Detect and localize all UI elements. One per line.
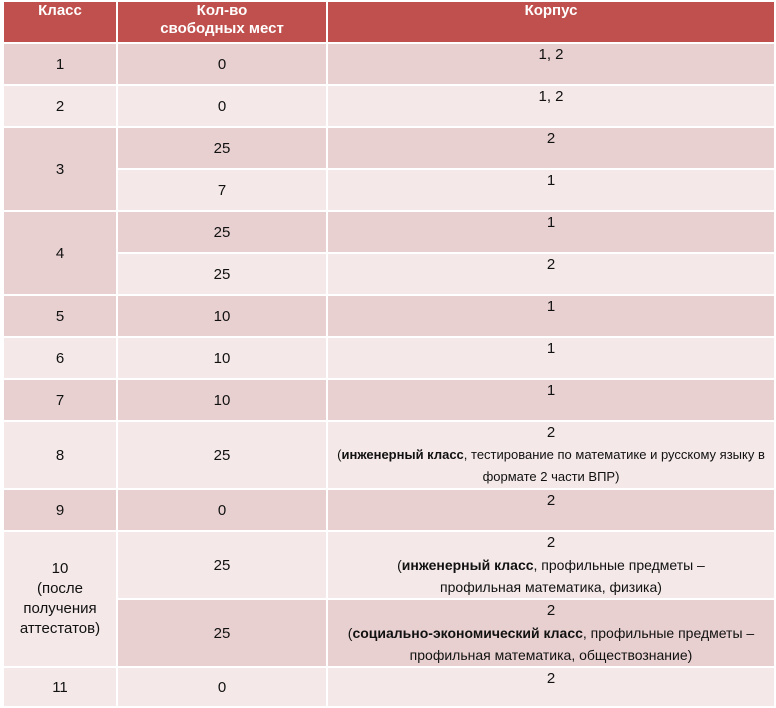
- class-note: (инженерный класс, тестирование по математике и русскому языку в формате 2 части ВПР): [337, 447, 765, 484]
- building-cell: [327, 599, 775, 667]
- grade-cell: 8: [3, 421, 117, 489]
- seats-cell: 25: [117, 253, 327, 295]
- seats-cell: 25: [117, 599, 327, 667]
- header-row: [3, 1, 775, 43]
- table-row: [3, 295, 775, 337]
- building-cell: 2: [327, 489, 775, 531]
- header-seats: Кол-во свободных мест: [117, 1, 327, 43]
- grade-cell: 1: [3, 43, 117, 85]
- building-cell: 1: [327, 337, 775, 379]
- table-row: [3, 43, 775, 85]
- building-cell: 1: [327, 379, 775, 421]
- table-row: [3, 85, 775, 127]
- grade-cell: 10 (после получения аттестатов): [3, 531, 117, 667]
- header-grade: Класс: [3, 1, 117, 43]
- grade-cell: 9: [3, 489, 117, 531]
- seats-cell: 0: [117, 667, 327, 707]
- building-cell: 2: [327, 127, 775, 169]
- building-cell: 2: [327, 667, 775, 707]
- grade-cell: 11: [3, 667, 117, 707]
- grade-cell: 7: [3, 379, 117, 421]
- class-note: (социально-экономический класс, профильные предметы – профильная математика, обществознание): [347, 625, 755, 663]
- building-cell: 2: [327, 253, 775, 295]
- building-cell: 1, 2: [327, 85, 775, 127]
- grade-cell: 3: [3, 127, 117, 211]
- table-row: [3, 531, 775, 599]
- table-row: [3, 211, 775, 253]
- grade-cell: 2: [3, 85, 117, 127]
- table-row: [3, 337, 775, 379]
- building-value: 2: [546, 534, 556, 551]
- table-row: [3, 599, 775, 667]
- seats-cell: 0: [117, 85, 327, 127]
- building-cell: [327, 531, 775, 599]
- free-seats-table: [2, 0, 776, 708]
- building-cell: 1: [327, 169, 775, 211]
- table-row: [3, 379, 775, 421]
- grade-cell: 4: [3, 211, 117, 295]
- table-row: [3, 253, 775, 295]
- seats-cell: 10: [117, 295, 327, 337]
- table-row: [3, 169, 775, 211]
- building-cell: 1, 2: [327, 43, 775, 85]
- seats-cell: 25: [117, 531, 327, 599]
- header-building: Корпус: [327, 1, 775, 43]
- class-note: (инженерный класс, профильные предметы – профильная математика, физика): [397, 557, 705, 595]
- seats-cell: 25: [117, 421, 327, 489]
- seats-cell: 0: [117, 43, 327, 85]
- building-cell: [327, 421, 775, 489]
- table-row: [3, 489, 775, 531]
- grade-cell: 5: [3, 295, 117, 337]
- building-value: 2: [546, 424, 556, 441]
- seats-cell: 25: [117, 127, 327, 169]
- building-cell: 1: [327, 211, 775, 253]
- building-value: 2: [546, 602, 556, 619]
- grade-cell: 6: [3, 337, 117, 379]
- table-row: [3, 421, 775, 489]
- seats-cell: 0: [117, 489, 327, 531]
- seats-cell: 7: [117, 169, 327, 211]
- table-row: [3, 667, 775, 707]
- seats-cell: 25: [117, 211, 327, 253]
- seats-cell: 10: [117, 337, 327, 379]
- building-cell: 1: [327, 295, 775, 337]
- table-row: [3, 127, 775, 169]
- seats-cell: 10: [117, 379, 327, 421]
